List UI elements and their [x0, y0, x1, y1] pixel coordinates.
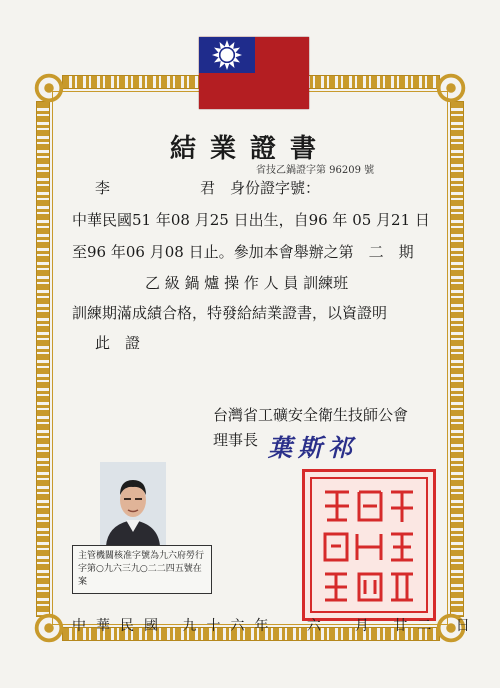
corner-ornament-icon — [30, 609, 68, 647]
official-seal — [302, 469, 436, 621]
recipient-given-name: 君 — [200, 179, 216, 197]
closing-phrase: 此 證 — [95, 334, 141, 352]
border-left — [36, 101, 50, 617]
chairman-signature: 葉斯祁 — [268, 433, 358, 462]
date-day: 廿二 日 — [393, 618, 480, 634]
certificate-title: 結業證書 — [169, 134, 330, 164]
recipient-photo — [100, 462, 166, 546]
certificate-number: 省技乙鍋證字第 96209 號 — [256, 165, 375, 176]
chairman-label: 理事長 — [213, 431, 259, 449]
issuing-association: 台灣省工礦安全衛生技師公會 — [213, 406, 409, 424]
seal-script-icon — [305, 472, 433, 618]
course-name: 乙 級 鍋 爐 操 作 人 員 訓練班 — [145, 274, 349, 292]
border-right — [450, 101, 464, 617]
date-month: 六 月 — [306, 618, 379, 634]
issue-date — [72, 615, 480, 635]
corner-ornament-icon — [30, 69, 68, 107]
corner-ornament-icon — [432, 69, 470, 107]
recipient-surname: 李 — [95, 179, 111, 197]
date-year: 九十六年 — [182, 618, 279, 634]
birth-period-line: 中華民國51 年08 月25 日出生，自96 年 05 月21 日 — [72, 211, 430, 229]
approval-note: 主管機關核准字號為九六府勞行字第○九六三九○二二四五號在案 — [72, 545, 212, 594]
period-end-line: 至96 年06 月08 日止。參加本會舉辦之第 二 期 — [72, 243, 414, 261]
flag-canton — [199, 37, 255, 73]
completion-statement: 訓練期滿成績合格，特發給結業證書，以資證明 — [72, 304, 388, 322]
white-sun-icon — [199, 37, 255, 73]
national-flag — [199, 37, 309, 109]
date-era: 中華民國 — [72, 618, 168, 634]
portrait-icon — [100, 462, 166, 546]
id-number-label: 身份證字號： — [230, 179, 321, 197]
